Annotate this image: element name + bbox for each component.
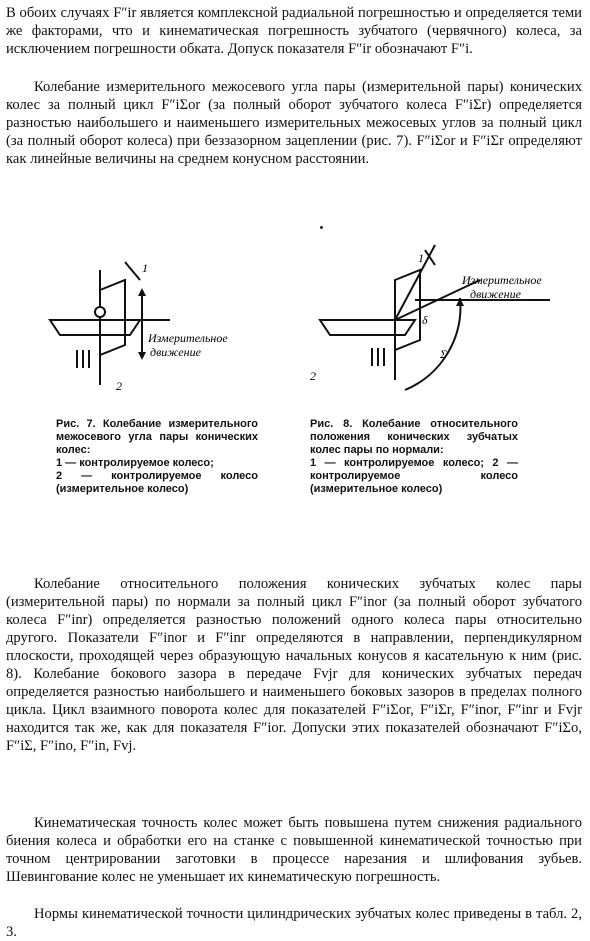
- fig7-caption-item-1: 1 — контролируемое колесо;: [56, 457, 214, 469]
- paragraph-3: Колебание относительного положения конических зубчатых колес пары (измерительной пары) по нормали за полный цикл F″inor (за полный оборот зубчатого колеса F″inr) определяется разностью положений одного колеса пары относительно другого. Показатели F″inor и F″inr определяются в направлении, перпендикулярном плоскости, проходящей через образующую начальных конусов я касательную к ним (рис. 8). Колебание бокового зазора в передаче Fvjr для конических зубчатых передач определяется разностью наибольшего и наименьшего боковых зазоров в пределах полного цикла. Цикл взаимного поворота колес для показателей F″iΣor, F″iΣr, F″inor, F″inr и Fvjr находится так же, как для показателя F″ior. Допуски этих показателей обозначают F″iΣo, F″iΣ, F″ino, F″in, Fvj.: [6, 576, 582, 754]
- fig8-label-delta: δ: [422, 313, 428, 327]
- fig8-label-sigma: Σ: [440, 347, 448, 361]
- paragraph-2: Колебание измерительного межосевого угла пары (измерительной пары) конических колес за полный цикл F″iΣor (за полный оборот зубчатого колеса F″iΣr) определяется разностью наибольшего и наименьшего измерительных межосевых углов за полный цикл (за полный оборот колеса) при беззазорном зацеплении (рис. 7). F″iΣor и F″iΣr определяют как линейные величины на среднем конусном расстоянии.: [6, 79, 582, 167]
- fig8-label-2: 2: [310, 369, 316, 383]
- figure-8-caption: [310, 418, 518, 496]
- stray-dot: [320, 226, 323, 229]
- fig8-motion-label-2: движение: [470, 287, 521, 301]
- fig8-caption-items: 1 — контролируемое колесо; 2 — контролируемое колесо (измерительное колесо): [310, 457, 518, 495]
- fig7-motion-label-1: Измерительное: [148, 331, 228, 345]
- figure-7-diagram: [30, 250, 260, 410]
- paragraph-5: Нормы кинематической точности цилиндрических зубчатых колес приведены в табл. 2, 3.: [6, 906, 582, 940]
- fig7-motion-label-2: движение: [150, 345, 201, 359]
- fig7-caption-item-2: 2 — контролируемое колесо (измерительное колесо): [56, 470, 258, 495]
- fig7-label-1: 1: [142, 261, 148, 275]
- fig7-label-2: 2: [116, 379, 122, 393]
- figure-7-caption: [56, 418, 258, 496]
- figure-8-diagram: [300, 240, 570, 400]
- paragraph-1: В обоих случаях F″ir является комплексной радиальной погрешностью и определяется теми же факторами, что и кинематическая погрешность зубчатого (червячного) колеса, за исключением погрешности обката. Допуск показателя F″ir обозначают F″i.: [6, 5, 582, 57]
- fig7-caption-title: Рис. 7. Колебание измерительного межосевого угла пары конических колес:: [56, 418, 258, 456]
- paragraph-4: Кинематическая точность колес может быть повышена путем снижения радиального биения колеса и обработки его на станке с повышенной кинематической точностью при точном центрировании заготовки в процессе нарезания и шлифования зубьев. Шевингование колес не уменьшает их кинематическую погрешность.: [6, 815, 582, 885]
- fig8-motion-label-1: Измерительное: [462, 273, 542, 287]
- fig8-caption-title: Рис. 8. Колебание относительного положения конических зубчатых колес пары по нормали:: [310, 418, 518, 456]
- fig8-label-1: 1: [418, 251, 424, 265]
